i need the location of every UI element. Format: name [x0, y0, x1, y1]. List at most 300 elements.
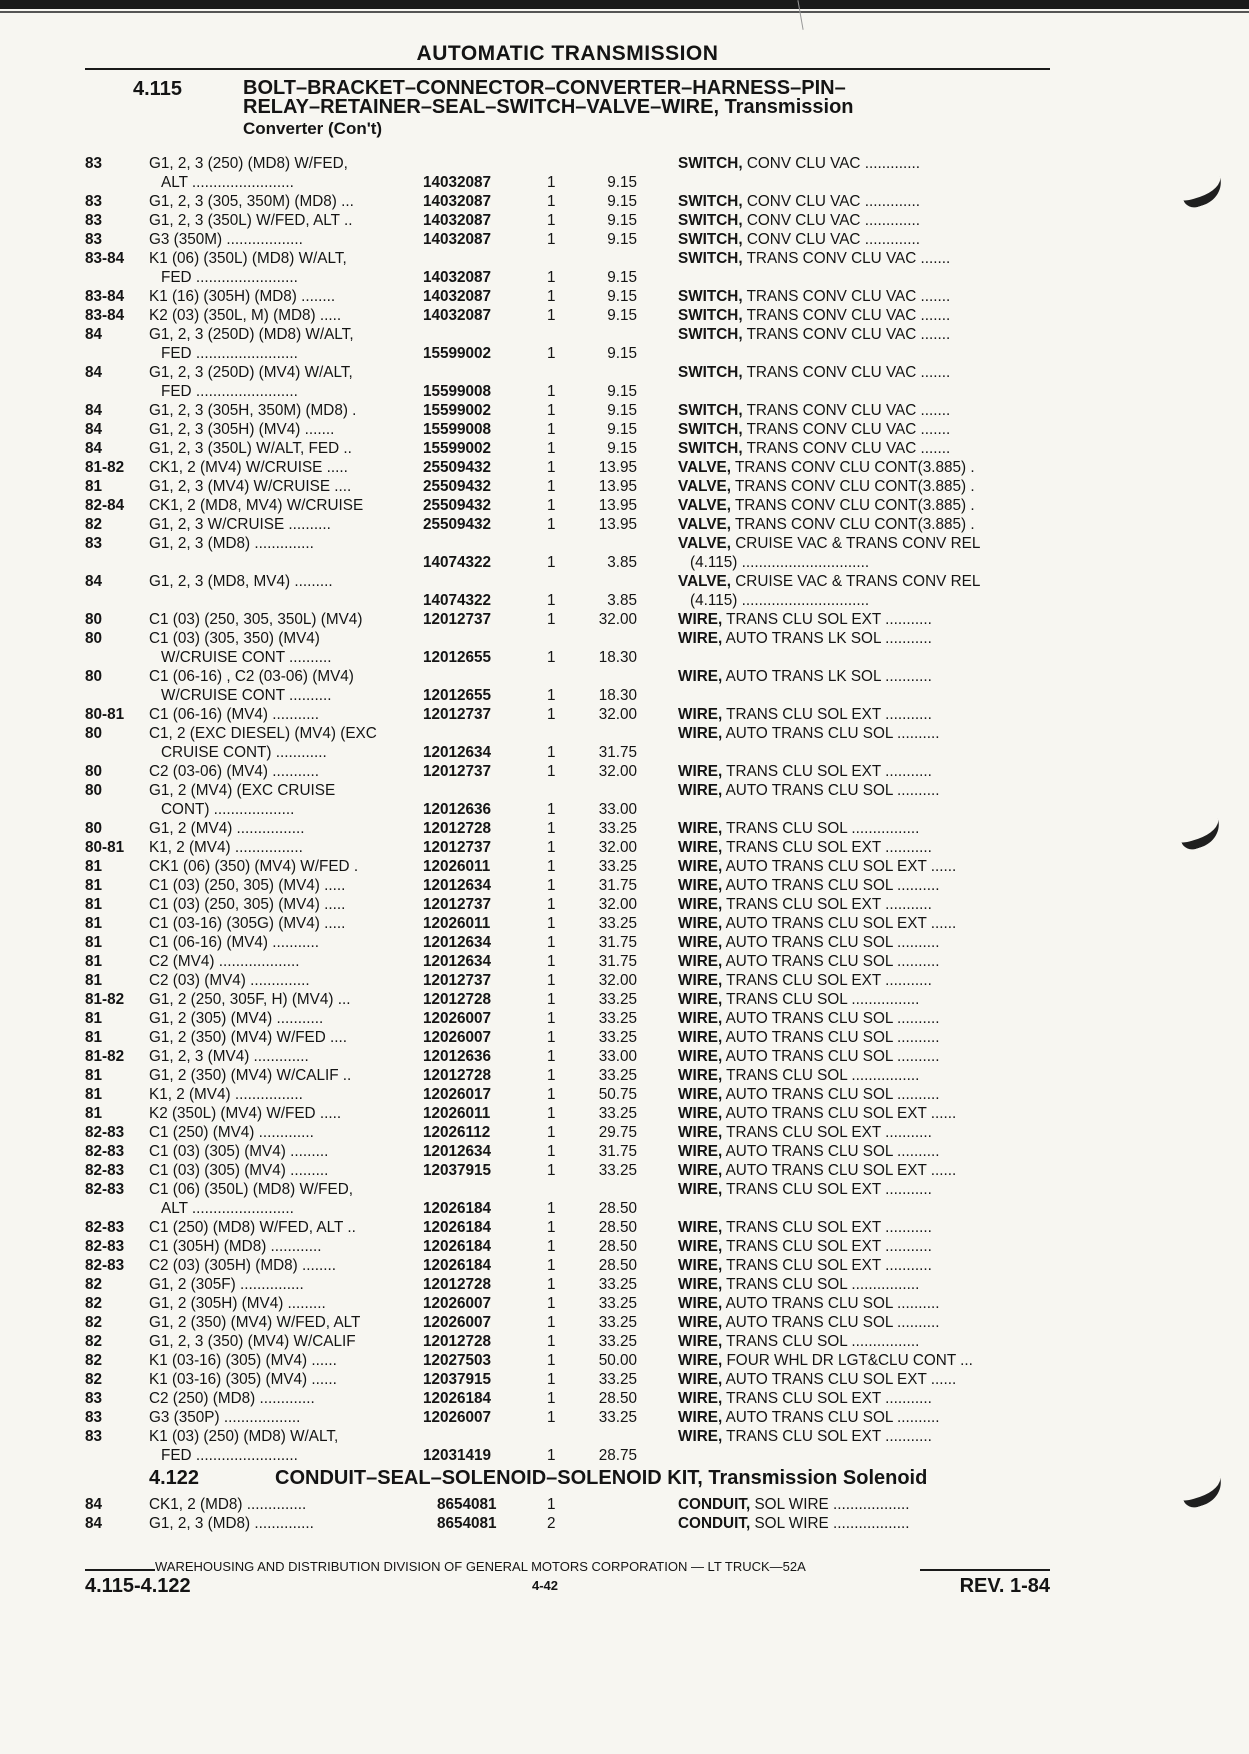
table-row — [85, 1294, 1050, 1313]
price: 33.25 — [598, 1333, 637, 1350]
table-row — [85, 629, 1050, 667]
part-name: WIRE, — [678, 1067, 723, 1084]
quantity: 1 — [547, 1352, 556, 1369]
part-number: 12012634 — [423, 744, 492, 761]
description-text: TRANS CLU SOL EXT ........... — [722, 972, 932, 989]
quantity: 1 — [547, 972, 556, 989]
part-name: VALVE, — [678, 478, 731, 495]
table-row — [85, 1104, 1050, 1123]
description-line — [678, 1427, 1050, 1446]
part-number: 12012634 — [423, 1143, 492, 1160]
part-number: 14032087 — [423, 231, 492, 248]
model-years: 81 — [85, 915, 103, 932]
part-number: 14032087 — [423, 307, 492, 324]
quantity: 1 — [547, 649, 556, 666]
description-text: TRANS CONV CLU CONT(3.885) . — [730, 478, 975, 495]
application-line: G1, 2, 3 W/CRUISE .......... — [149, 516, 331, 533]
part-description — [678, 990, 1050, 1009]
application — [149, 724, 419, 762]
quantity: 1 — [547, 1124, 556, 1141]
part-number: 8654081 — [437, 1496, 497, 1513]
model-years: 84 — [85, 326, 103, 343]
description-text: TRANS CONV CLU VAC ....... — [742, 326, 951, 343]
application — [149, 458, 419, 477]
table-row — [85, 1313, 1050, 1332]
application-line: C1 (06) (350L) (MD8) W/FED, — [149, 1181, 353, 1198]
model-years: 81 — [85, 877, 103, 894]
quantity: 1 — [547, 497, 556, 514]
price: 28.75 — [598, 1447, 637, 1464]
part-description — [678, 1123, 1050, 1142]
part-number: 12012737 — [423, 972, 492, 989]
price: 31.75 — [598, 1143, 637, 1160]
application — [149, 838, 419, 857]
description-line — [678, 990, 1050, 1009]
table-row — [85, 154, 1050, 192]
table-row — [85, 1351, 1050, 1370]
application — [149, 439, 419, 458]
part-name: SWITCH, — [678, 250, 743, 267]
application-line: C1 (03) (250, 305) (MV4) ..... — [149, 896, 346, 913]
part-number: 14032087 — [423, 174, 492, 191]
model-years: 83 — [85, 1409, 103, 1426]
price: 29.75 — [598, 1124, 637, 1141]
header-rule — [85, 68, 1050, 70]
price: 33.00 — [598, 801, 637, 818]
model-years: 81 — [85, 1029, 103, 1046]
part-name: SWITCH, — [678, 288, 743, 305]
price: 9.15 — [607, 307, 637, 324]
model-years: 82 — [85, 1371, 103, 1388]
application — [149, 363, 419, 401]
part-number: 12037915 — [423, 1371, 492, 1388]
footer-rule-left — [85, 1569, 155, 1571]
model-years: 80 — [85, 820, 103, 837]
table-row — [85, 933, 1050, 952]
description-line — [678, 439, 1050, 458]
part-number: 14074322 — [423, 592, 492, 609]
part-description — [678, 1514, 1050, 1533]
model-years: 82-83 — [85, 1238, 125, 1255]
part-description — [678, 724, 1050, 743]
description-text: TRANS CLU SOL EXT ........... — [722, 1428, 932, 1445]
table-row — [85, 857, 1050, 876]
description-line — [678, 1161, 1050, 1180]
description-line — [678, 667, 1050, 686]
model-years: 82 — [85, 1295, 103, 1312]
part-name: CONDUIT, — [678, 1515, 751, 1532]
description-line — [678, 477, 1050, 496]
part-number: 12012728 — [423, 991, 492, 1008]
application-line: G1, 2, 3 (350L) W/ALT, FED .. — [149, 440, 352, 457]
application-line: G1, 2, 3 (305H) (MV4) ....... — [149, 421, 335, 438]
model-years: 82 — [85, 1314, 103, 1331]
part-description — [678, 1237, 1050, 1256]
application-line-continued: FED ........................ — [161, 1447, 298, 1464]
application — [149, 1142, 419, 1161]
application — [149, 990, 419, 1009]
description-text: TRANS CLU SOL EXT ........... — [722, 763, 932, 780]
part-description — [678, 1495, 1050, 1514]
price: 33.25 — [598, 1371, 637, 1388]
table-row — [85, 230, 1050, 249]
part-name: SWITCH, — [678, 440, 743, 457]
quantity: 1 — [547, 1371, 556, 1388]
description-text: AUTO TRANS CLU SOL .......... — [722, 953, 940, 970]
quantity: 1 — [547, 174, 556, 191]
application-line: CK1, 2 (MD8, MV4) W/CRUISE — [149, 497, 364, 514]
quantity: 1 — [547, 896, 556, 913]
quantity: 1 — [547, 402, 556, 419]
model-years: 82-83 — [85, 1219, 125, 1236]
application-line-continued: FED ........................ — [161, 345, 298, 362]
table-row — [85, 914, 1050, 933]
application-line: K1 (16) (305H) (MD8) ........ — [149, 288, 336, 305]
part-description — [678, 857, 1050, 876]
part-number: 12012634 — [423, 877, 492, 894]
model-years: 81 — [85, 1067, 103, 1084]
part-description — [678, 629, 1050, 648]
quantity: 1 — [547, 231, 556, 248]
part-number: 12026184 — [423, 1200, 492, 1217]
part-description — [678, 610, 1050, 629]
section-title: CONDUIT–SEAL–SOLENOID–SOLENOID KIT, Transmission Solenoid — [275, 1467, 928, 1489]
quantity: 1 — [547, 1314, 556, 1331]
price: 9.15 — [607, 345, 637, 362]
table-row — [85, 819, 1050, 838]
part-number: 14032087 — [423, 193, 492, 210]
part-number: 12012636 — [423, 801, 492, 818]
description-text: CRUISE VAC & TRANS CONV REL — [730, 573, 981, 590]
application-line: C2 (250) (MD8) ............. — [149, 1390, 315, 1407]
part-name: WIRE, — [678, 1352, 723, 1369]
application-line: G1, 2 (305F) ............... — [149, 1276, 304, 1293]
part-name: SWITCH, — [678, 326, 743, 343]
part-number: 12026011 — [423, 1105, 491, 1122]
part-name: WIRE, — [678, 1219, 723, 1236]
model-years: 80 — [85, 611, 103, 628]
application-line: K1 (03-16) (305) (MV4) ...... — [149, 1352, 337, 1369]
model-years: 82-83 — [85, 1181, 125, 1198]
quantity: 1 — [547, 1447, 556, 1464]
page-top-rule — [0, 11, 1249, 13]
application — [149, 1161, 419, 1180]
table-row — [85, 1514, 1050, 1533]
part-name: WIRE, — [678, 1390, 723, 1407]
description-line — [678, 1180, 1050, 1199]
model-years: 83 — [85, 212, 103, 229]
quantity: 1 — [547, 687, 556, 704]
part-description — [678, 914, 1050, 933]
quantity: 1 — [547, 440, 556, 457]
table-row — [85, 515, 1050, 534]
quantity: 1 — [547, 269, 556, 286]
application-line: C1 (03) (305) (MV4) ......... — [149, 1143, 329, 1160]
part-description — [678, 1028, 1050, 1047]
part-description — [678, 1275, 1050, 1294]
table-row — [85, 971, 1050, 990]
quantity: 1 — [547, 1010, 556, 1027]
part-name: VALVE, — [678, 459, 731, 476]
part-number: 12012728 — [423, 820, 492, 837]
part-description — [678, 534, 1050, 572]
model-years: 81 — [85, 953, 103, 970]
part-number: 12012737 — [423, 706, 492, 723]
application-line: G1, 2, 3 (250) (MD8) W/FED, — [149, 155, 348, 172]
part-name: VALVE, — [678, 516, 731, 533]
footer-rule-right — [920, 1569, 1050, 1571]
table-row — [85, 306, 1050, 325]
part-description — [678, 572, 1050, 610]
part-description — [678, 971, 1050, 990]
part-number: 12012634 — [423, 953, 492, 970]
table-row — [85, 1256, 1050, 1275]
description-text: AUTO TRANS CLU SOL .......... — [722, 1048, 940, 1065]
table-row — [85, 1218, 1050, 1237]
table-row — [85, 1495, 1050, 1514]
application-line: G1, 2 (305H) (MV4) ......... — [149, 1295, 326, 1312]
model-years: 82-83 — [85, 1257, 125, 1274]
part-number: 14032087 — [423, 269, 492, 286]
part-number: 12012728 — [423, 1276, 492, 1293]
description-text: AUTO TRANS CLU SOL .......... — [722, 1314, 940, 1331]
application — [149, 211, 419, 230]
model-years: 82 — [85, 1276, 103, 1293]
part-description — [678, 420, 1050, 439]
application-line: G1, 2 (305) (MV4) ........... — [149, 1010, 324, 1027]
part-number: 12012737 — [423, 839, 492, 856]
description-text: TRANS CONV CLU CONT(3.885) . — [730, 516, 975, 533]
quantity: 1 — [547, 1086, 556, 1103]
part-number: 12012737 — [423, 763, 492, 780]
table-row — [85, 1332, 1050, 1351]
description-line — [678, 534, 1050, 553]
description-text: AUTO TRANS CLU SOL .......... — [722, 1086, 940, 1103]
part-number: 14032087 — [423, 212, 492, 229]
application — [149, 857, 419, 876]
part-name: WIRE, — [678, 630, 723, 647]
application-line: G1, 2 (MV4) ................ — [149, 820, 305, 837]
part-name: CONDUIT, — [678, 1496, 751, 1513]
part-name: SWITCH, — [678, 402, 743, 419]
part-name: WIRE, — [678, 1181, 723, 1198]
part-name: WIRE, — [678, 972, 723, 989]
quantity: 1 — [547, 421, 556, 438]
application-line-continued: ALT ........................ — [161, 1200, 294, 1217]
price: 9.15 — [607, 402, 637, 419]
description-text: TRANS CLU SOL EXT ........... — [722, 1257, 932, 1274]
description-line — [678, 876, 1050, 895]
description-line — [678, 1104, 1050, 1123]
part-description — [678, 306, 1050, 325]
application-line-continued: FED ........................ — [161, 269, 298, 286]
application-line: G1, 2, 3 (305H, 350M) (MD8) . — [149, 402, 357, 419]
price: 13.95 — [598, 459, 637, 476]
table-row — [85, 838, 1050, 857]
part-name: SWITCH, — [678, 212, 743, 229]
description-text: AUTO TRANS CLU SOL EXT ...... — [722, 1162, 957, 1179]
part-description — [678, 287, 1050, 306]
description-text: CONV CLU VAC ............. — [742, 231, 920, 248]
part-name: WIRE, — [678, 839, 723, 856]
description-line — [678, 154, 1050, 173]
part-name: WIRE, — [678, 1409, 723, 1426]
part-number: 12026007 — [423, 1010, 492, 1027]
table-row — [85, 287, 1050, 306]
part-name: WIRE, — [678, 858, 723, 875]
part-number: 15599002 — [423, 440, 492, 457]
table-row — [85, 477, 1050, 496]
part-description — [678, 211, 1050, 230]
application — [149, 1256, 419, 1275]
quantity: 1 — [547, 1257, 556, 1274]
table-row — [85, 610, 1050, 629]
description-line — [678, 230, 1050, 249]
part-number: 12012634 — [423, 934, 492, 951]
part-name: WIRE, — [678, 1428, 723, 1445]
description-text: TRANS CONV CLU VAC ....... — [742, 288, 951, 305]
price: 33.25 — [598, 1105, 637, 1122]
application-line: G1, 2, 3 (250D) (MD8) W/ALT, — [149, 326, 354, 343]
model-years: 80 — [85, 668, 103, 685]
part-description — [678, 249, 1050, 268]
quantity: 1 — [547, 877, 556, 894]
part-description — [678, 1161, 1050, 1180]
description-line — [678, 629, 1050, 648]
application — [149, 154, 419, 192]
quantity: 1 — [547, 345, 556, 362]
price: 33.25 — [598, 1295, 637, 1312]
part-description — [678, 1085, 1050, 1104]
description-text: SOL WIRE .................. — [750, 1515, 910, 1532]
quantity: 1 — [547, 1029, 556, 1046]
price: 9.15 — [607, 288, 637, 305]
part-description — [678, 1408, 1050, 1427]
quantity: 1 — [547, 801, 556, 818]
model-years: 83 — [85, 193, 103, 210]
section-header — [85, 1465, 1050, 1495]
description-line — [678, 1313, 1050, 1332]
application-line: G1, 2, 3 (305, 350M) (MD8) ... — [149, 193, 354, 210]
quantity: 1 — [547, 288, 556, 305]
description-line — [678, 211, 1050, 230]
description-text: AUTO TRANS CLU SOL .......... — [722, 877, 940, 894]
table-row — [85, 458, 1050, 477]
description-text: TRANS CLU SOL EXT ........... — [722, 706, 932, 723]
description-text: TRANS CLU SOL ................ — [722, 1276, 920, 1293]
application — [149, 306, 419, 325]
part-description — [678, 933, 1050, 952]
part-description — [678, 1104, 1050, 1123]
price: 33.25 — [598, 1276, 637, 1293]
application — [149, 401, 419, 420]
part-description — [678, 1427, 1050, 1446]
quantity: 1 — [547, 763, 556, 780]
part-name: WIRE, — [678, 896, 723, 913]
price: 3.85 — [607, 592, 637, 609]
price: 13.95 — [598, 516, 637, 533]
quantity: 1 — [547, 953, 556, 970]
application-line: K1, 2 (MV4) ................ — [149, 1086, 303, 1103]
application-line: G3 (350M) .................. — [149, 231, 303, 248]
part-name: WIRE, — [678, 953, 723, 970]
description-text: TRANS CONV CLU VAC ....... — [742, 307, 951, 324]
application — [149, 1028, 419, 1047]
model-years: 84 — [85, 364, 103, 381]
price: 28.50 — [598, 1200, 637, 1217]
table-row — [85, 420, 1050, 439]
part-description — [678, 876, 1050, 895]
part-description — [678, 1389, 1050, 1408]
part-name: WIRE, — [678, 668, 723, 685]
part-name: SWITCH, — [678, 193, 743, 210]
description-line — [678, 933, 1050, 952]
description-line — [678, 1028, 1050, 1047]
application-line: C2 (03-06) (MV4) ........... — [149, 763, 320, 780]
part-description — [678, 325, 1050, 344]
application — [149, 1427, 419, 1465]
part-number: 14032087 — [423, 288, 492, 305]
part-number: 12026007 — [423, 1409, 492, 1426]
model-years: 82 — [85, 516, 103, 533]
table-row — [85, 325, 1050, 363]
description-text: CONV CLU VAC ............. — [742, 155, 920, 172]
description-line — [678, 1389, 1050, 1408]
footer-page-number: 4-42 — [532, 1578, 559, 1593]
table-row — [85, 249, 1050, 287]
description-text: TRANS CLU SOL EXT ........... — [722, 1219, 932, 1236]
part-description — [678, 401, 1050, 420]
description-line — [678, 724, 1050, 743]
part-name: WIRE, — [678, 1029, 723, 1046]
model-years: 80 — [85, 782, 103, 799]
price: 32.00 — [598, 972, 637, 989]
model-years: 83 — [85, 1390, 103, 1407]
application — [149, 572, 419, 591]
price: 33.25 — [598, 858, 637, 875]
quantity: 1 — [547, 1409, 556, 1426]
quantity: 1 — [547, 915, 556, 932]
application-line: G1, 2, 3 (350L) W/FED, ALT .. — [149, 212, 353, 229]
part-name: SWITCH, — [678, 307, 743, 324]
part-name: WIRE, — [678, 782, 723, 799]
application — [149, 914, 419, 933]
part-description — [678, 819, 1050, 838]
table-row — [85, 762, 1050, 781]
section-title-line1: BOLT–BRACKET–CONNECTOR–CONVERTER–HARNESS–PIN– — [243, 77, 846, 99]
application — [149, 1370, 419, 1389]
description-text: TRANS CLU SOL ................ — [722, 1333, 920, 1350]
footer-publisher: WAREHOUSING AND DISTRIBUTION DIVISION OF GENERAL MOTORS CORPORATION — LT TRUCK—52A — [155, 1559, 806, 1574]
description-text: AUTO TRANS CLU SOL EXT ...... — [722, 915, 957, 932]
part-name: WIRE, — [678, 1314, 723, 1331]
part-description — [678, 762, 1050, 781]
part-name: WIRE, — [678, 1143, 723, 1160]
description-text: TRANS CLU SOL EXT ........... — [722, 1181, 932, 1198]
part-number: 14074322 — [423, 554, 492, 571]
part-name: WIRE, — [678, 1162, 723, 1179]
application-line: G1, 2 (250, 305F, H) (MV4) ... — [149, 991, 351, 1008]
description-text: CONV CLU VAC ............. — [742, 193, 920, 210]
application-line: C1, 2 (EXC DIESEL) (MV4) (EXC — [149, 725, 377, 742]
part-number: 12031419 — [423, 1447, 492, 1464]
description-text: TRANS CONV CLU VAC ....... — [742, 440, 951, 457]
part-description — [678, 496, 1050, 515]
application — [149, 1408, 419, 1427]
part-description — [678, 363, 1050, 382]
part-number: 15599002 — [423, 345, 492, 362]
part-number: 12026007 — [423, 1295, 492, 1312]
